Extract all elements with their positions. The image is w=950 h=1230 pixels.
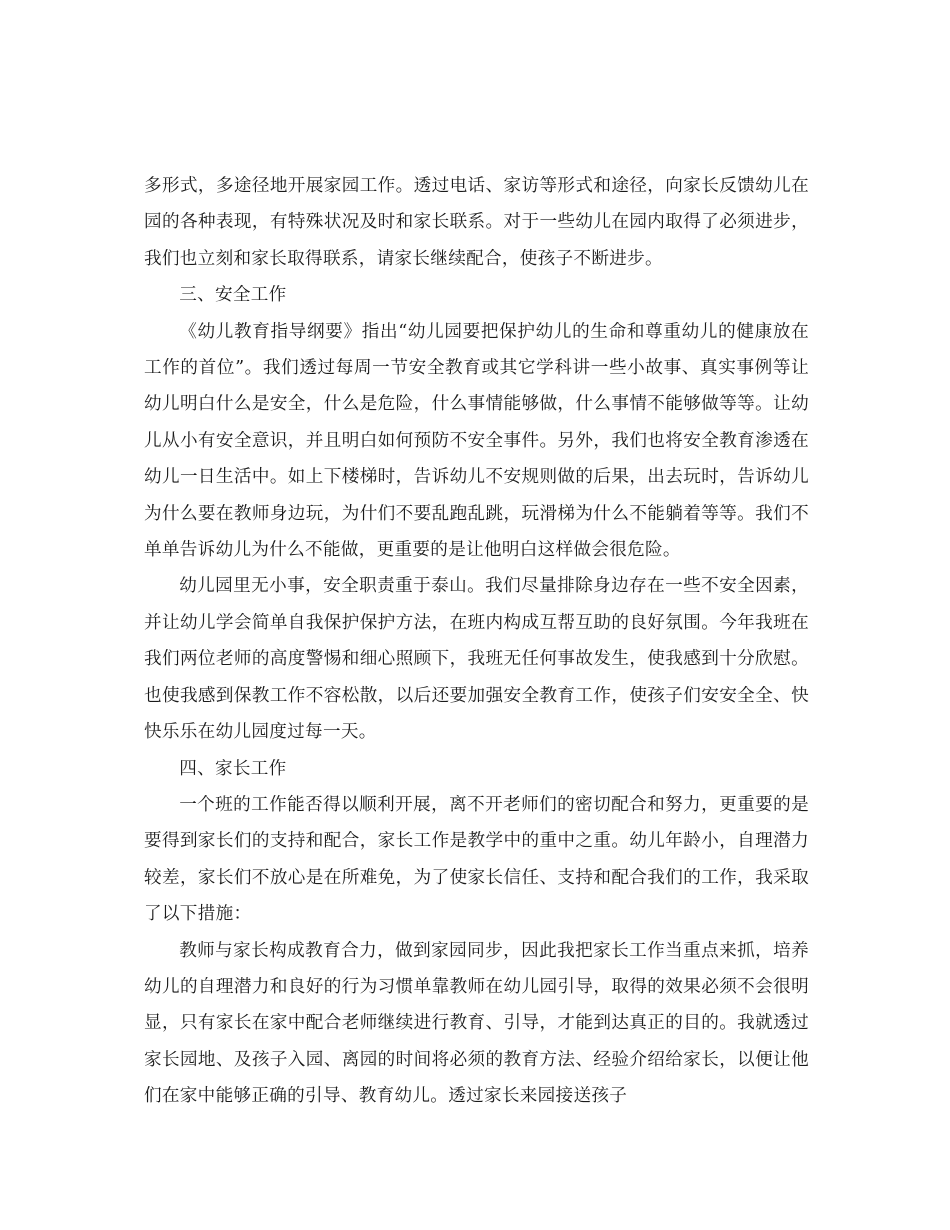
paragraph-safety-guideline: 《幼儿教育指导纲要》指出“幼儿园要把保护幼儿的生命和尊重幼儿的健康放在工作的首位”。我们透过每周一节安全教育或其它学科讲一些小故事、真实事例等让幼儿明白什么是安全，什么是危险，什么事情能够做，什么事情不能够做等等。让幼儿从小有安全意识，并且明白如何预防不安全事件。另外，我们也将安全教育渗透在幼儿一日生活中。如上下楼梯时，告诉幼儿不安规则做的后果，出去玩时，告诉幼儿为什么要在教师身边玩，为什们不要乱跑乱跳，玩滑梯为什么不能躺着等等。我们不单单告诉幼儿为什么不能做，更重要的是让他明白这样做会很危险。 (144, 321, 809, 561)
document-body (144, 168, 809, 1115)
paragraph-safety-responsibility: 幼儿园里无小事，安全职责重于泰山。我们尽量排除身边存在一些不安全因素，并让幼儿学会简单自我保护保护方法，在班内构成互帮互助的良好氛围。今年我班在我们两位老师的高度警惕和细心照顾下，我班无任何事故发生，使我感到十分欣慰。也使我感到保教工作不容松散，以后还要加强安全教育工作，使孩子们安安全全、快快乐乐在幼儿园度过每一天。 (144, 576, 809, 743)
paragraph-parents-cooperation: 一个班的工作能否得以顺利开展，离不开老师们的密切配合和努力，更重要的是要得到家长们的支持和配合，家长工作是教学中的重中之重。幼儿年龄小，自理潜力较差，家长们不放心是在所难免，为了使家长信任、支持和配合我们的工作，我采取了以下措施： (144, 794, 809, 925)
section-heading-parents: 四、家长工作 (179, 758, 287, 779)
paragraph-continuation: 多形式，多途径地开展家园工作。透过电话、家访等形式和途径，向家长反馈幼儿在园的各种表现，有特殊状况及时和家长联系。对于一些幼儿在园内取得了必须进步，我们也立刻和家长取得联系，请家长继续配合，使孩子不断进步。 (144, 176, 809, 269)
section-heading-safety: 三、安全工作 (179, 285, 287, 306)
paragraph-parents-measures: 教师与家长构成教育合力，做到家园同步，因此我把家长工作当重点来抓，培养幼儿的自理潜力和良好的行为习惯单靠教师在幼儿园引导，取得的效果必须不会很明显，只有家长在家中配合老师继续进行教育、引导，才能到达真正的目的。我就透过家长园地、及孩子入园、离园的时间将必须的教育方法、经验介绍给家长，以便让他们在家中能够正确的引导、教育幼儿。透过家长来园接送孩子 (144, 940, 809, 1107)
